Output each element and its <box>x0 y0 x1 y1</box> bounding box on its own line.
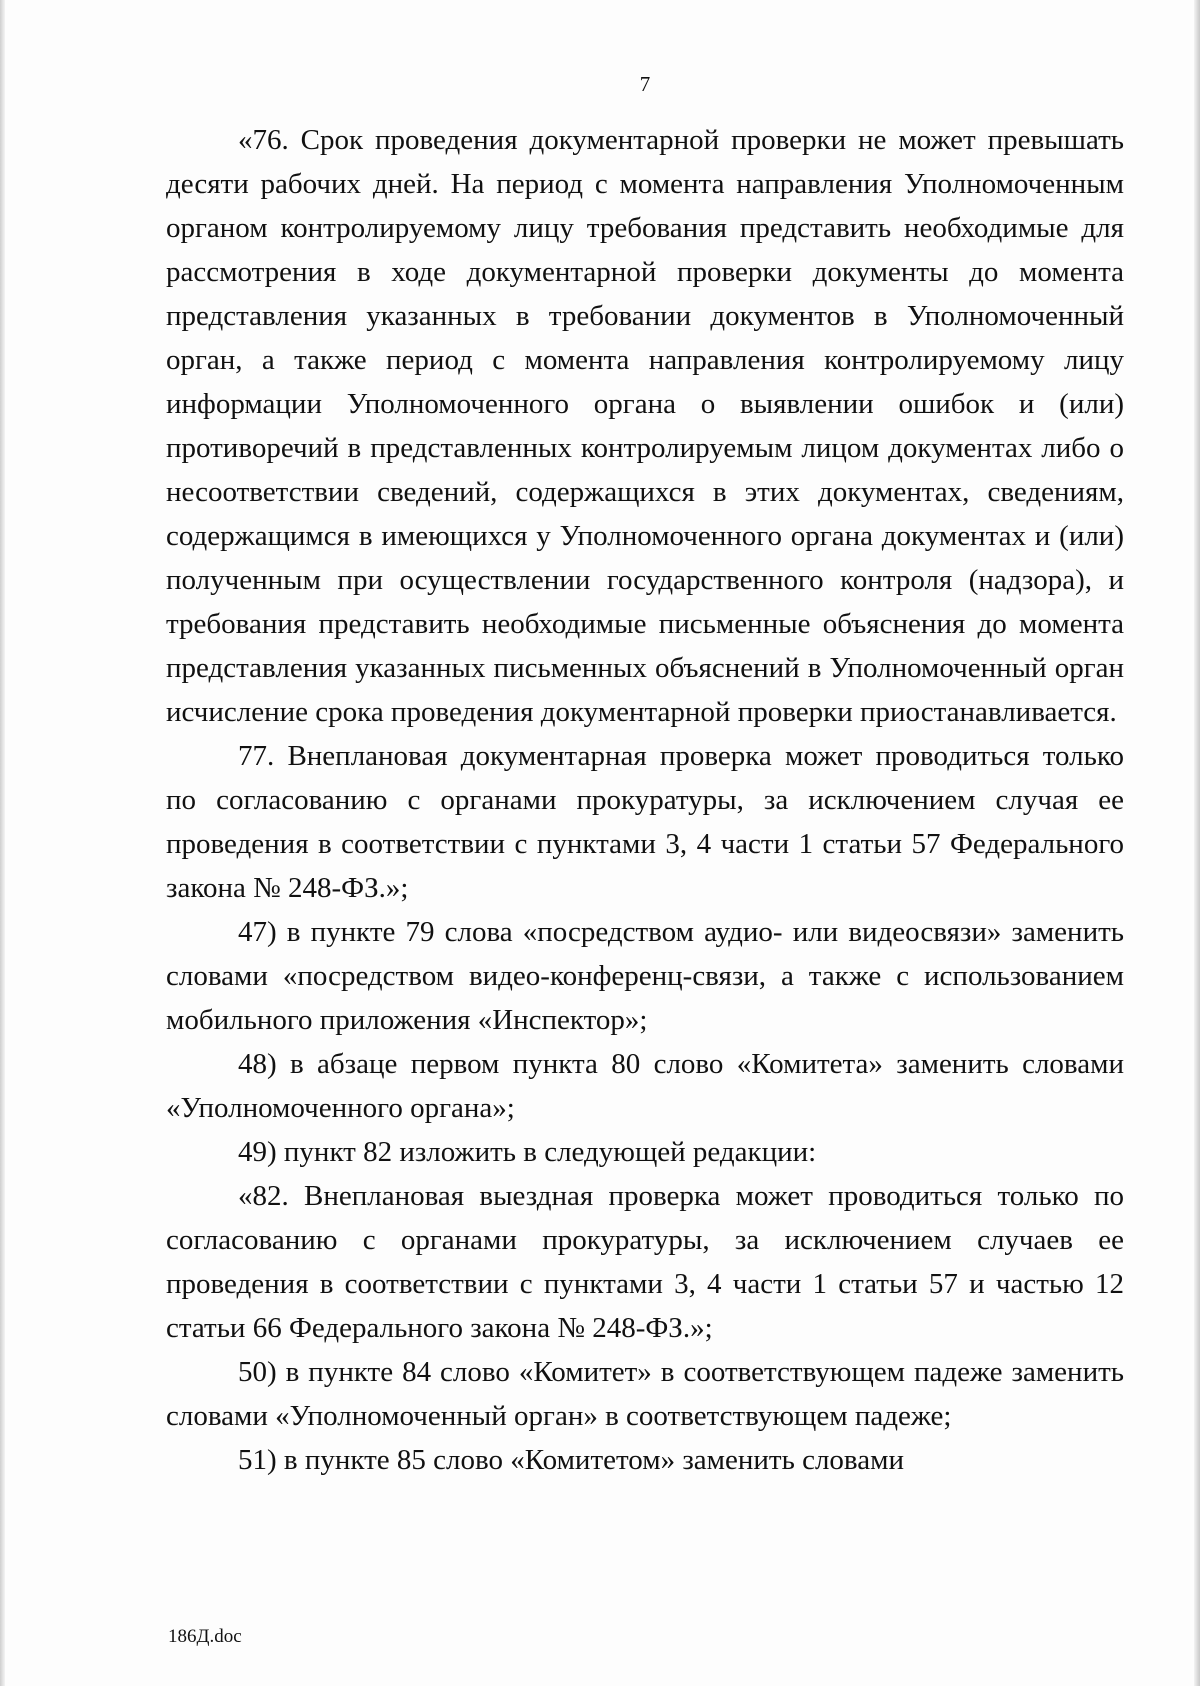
paragraph-76: «76. Срок проведения документарной проверки не может превышать десяти рабочих дней. На период с момента направления Уполномоченным органом контролируемому лицу требования представить необходимые для рассмотрения в ходе документарной проверки документы до момента представления указанных в требовании документов в Уполномоченный орган, а также период с момента направления контролируемому лицу информации Уполномоченного органа о выявлении ошибок и (или) противоречий в представленных контролируемым лицом документах либо о несоответствии сведений, содержащихся в этих документах, сведениям, содержащимся в имеющихся у Уполномоченного органа документах и (или) полученным при осуществлении государственного контроля (надзора), и требования представить необходимые письменные объяснения до момента представления указанных письменных объяснений в Уполномоченный орган исчисление срока проведения документарной проверки приостанавливается. <box>166 124 1124 728</box>
footer-filename: 186Д.doc <box>168 1626 242 1647</box>
paragraph-50: 50) в пункте 84 слово «Комитет» в соответствующем падеже заменить словами «Уполномоченный орган» в соответствующем падеже; <box>166 1356 1124 1432</box>
paragraph-49: 49) пункт 82 изложить в следующей редакции: <box>238 1136 817 1168</box>
scan-edge-left <box>0 0 5 1686</box>
paragraph-51: 51) в пункте 85 слово «Комитетом» заменить словами <box>238 1444 904 1476</box>
paragraph-48: 48) в абзаце первом пункта 80 слово «Комитета» заменить словами «Уполномоченного органа»; <box>166 1048 1124 1124</box>
paragraph-77: 77. Внеплановая документарная проверка может проводиться только по согласованию с органами прокуратуры, за исключением случая ее проведения в соответствии с пунктами 3, 4 части 1 статьи 57 Федерального закона № 248-ФЗ.»; <box>166 740 1124 904</box>
scan-edge-right <box>1194 0 1200 1686</box>
document-body <box>166 118 1124 1482</box>
paragraph-82: «82. Внеплановая выездная проверка может проводиться только по согласованию с органами прокуратуры, за исключением случаев ее проведения в соответствии с пунктами 3, 4 части 1 статьи 57 и частью 12 статьи 66 Федерального закона № 248-ФЗ.»; <box>166 1180 1124 1344</box>
paragraph-47: 47) в пункте 79 слова «посредством аудио- или видеосвязи» заменить словами «посредством видео-конференц-связи, а также с использованием мобильного приложения «Инспектор»; <box>166 916 1124 1036</box>
page-number: 7 <box>639 72 651 96</box>
